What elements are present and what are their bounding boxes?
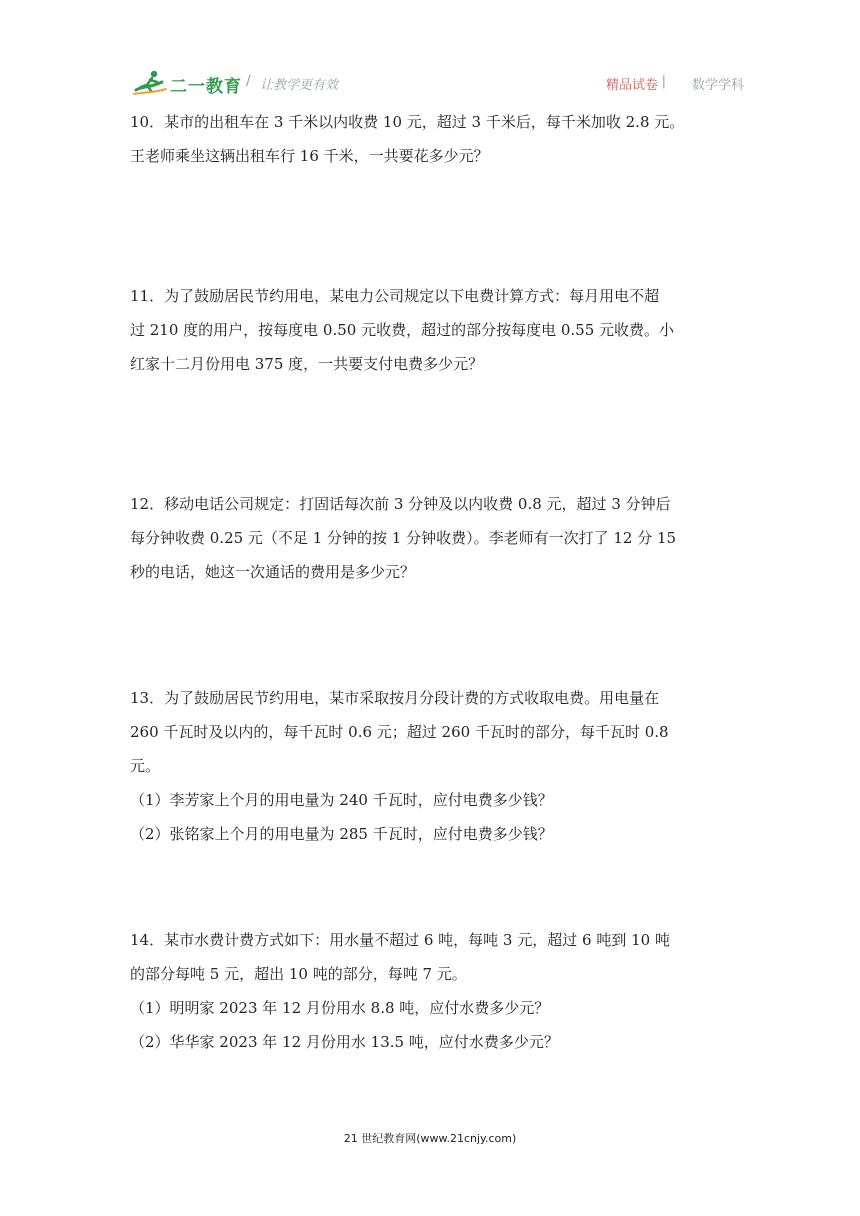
sub-question: （1）李芳家上个月的用电量为 240 千瓦时，应付电费多少钱？ bbox=[130, 791, 553, 809]
sub-question: （1）明明家 2023 年 12 月份用水 8.8 吨，应付水费多少元？ bbox=[130, 999, 550, 1017]
question-text: 元。 bbox=[130, 757, 161, 775]
page-footer: 21 世纪教育网(www.21cnjy.com) bbox=[343, 1132, 517, 1145]
question-text: 12．移动电话公司规定：打固话每次前 3 分钟及以内收费 0.8 元，超过 3 分钟后 bbox=[130, 495, 671, 513]
question-text: 260 千瓦时及以内的，每千瓦时 0.6 元；超过 260 千瓦时的部分，每千瓦时 0.8 bbox=[130, 723, 669, 741]
sub-question: （2）华华家 2023 年 12 月份用水 13.5 吨，应付水费多少元？ bbox=[130, 1033, 559, 1051]
question-11 bbox=[130, 279, 734, 381]
question-text: 过 210 度的用户，按每度电 0.50 元收费，超过的部分按每度电 0.55 元收费。小 bbox=[130, 321, 675, 339]
question-text: 11．为了鼓励居民节约用电，某电力公司规定以下电费计算方式：每月用电不超 bbox=[130, 287, 660, 305]
quality-tag: 精品试卷 bbox=[605, 78, 658, 93]
brand-name: 二一教育 bbox=[170, 77, 242, 97]
question-14 bbox=[130, 923, 734, 1059]
question-text: 14．某市水费计费方式如下：用水量不超过 6 吨，每吨 3 元，超过 6 吨到 10 吨 bbox=[130, 931, 670, 949]
question-text: 10．某市的出租车在 3 千米以内收费 10 元，超过 3 千米后，每千米加收 2.8 元。 bbox=[130, 113, 685, 131]
question-text: 的部分每吨 5 元，超出 10 吨的部分，每吨 7 元。 bbox=[130, 965, 467, 983]
page-header bbox=[132, 66, 744, 100]
question-text: 王老师乘坐这辆出租车行 16 千米，一共要花多少元？ bbox=[130, 147, 489, 165]
sub-question: （2）张铭家上个月的用电量为 285 千瓦时，应付电费多少钱？ bbox=[130, 825, 553, 843]
question-10 bbox=[130, 105, 734, 173]
brand-slogan: 让教学更有效 bbox=[260, 78, 339, 93]
question-12 bbox=[130, 487, 734, 589]
question-text: 13．为了鼓励居民节约用电，某市采取按月分段计费的方式收取电费。用电量在 bbox=[130, 689, 660, 707]
worksheet-body bbox=[130, 105, 734, 1059]
question-13 bbox=[130, 681, 734, 851]
subject-tag: 数学学科 bbox=[691, 78, 744, 93]
running-person-logo-icon bbox=[132, 68, 168, 98]
header-divider: | bbox=[661, 74, 666, 89]
question-text: 秒的电话，她这一次通话的费用是多少元？ bbox=[130, 563, 416, 581]
header-separator: / bbox=[246, 73, 251, 89]
question-text: 每分钟收费 0.25 元（不足 1 分钟的按 1 分钟收费）。李老师有一次打了 12 分 15 bbox=[130, 529, 677, 547]
question-text: 红家十二月份用电 375 度，一共要支付电费多少元？ bbox=[130, 355, 484, 373]
